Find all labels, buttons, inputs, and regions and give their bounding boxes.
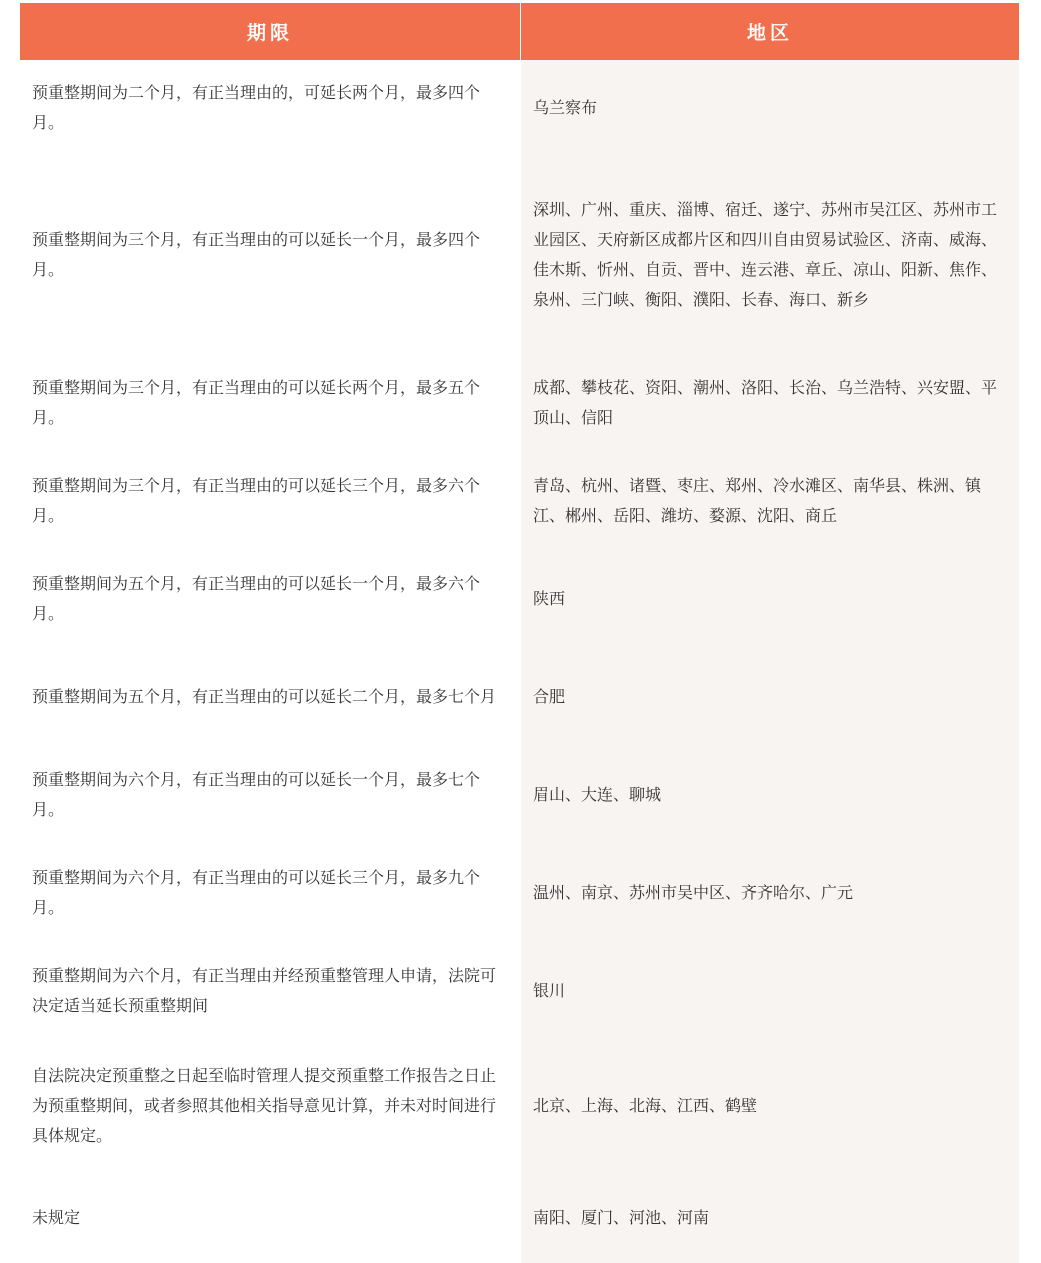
region-cell: 眉山、大连、聊城: [521, 746, 1019, 844]
table-row: [20, 648, 1019, 746]
table-header: [20, 3, 1019, 60]
region-cell: 南阳、厦门、河池、河南: [521, 1172, 1019, 1263]
table-row: [20, 156, 1019, 354]
term-cell: 预重整期间为三个月，有正当理由的可以延长两个月，最多五个月。: [20, 354, 521, 452]
header-term: 期限: [20, 3, 521, 60]
term-cell: 预重整期间为二个月，有正当理由的，可延长两个月，最多四个月。: [20, 60, 521, 156]
term-cell: 未规定: [20, 1172, 521, 1263]
table-row: [20, 354, 1019, 452]
table-row: [20, 550, 1019, 648]
region-cell: 银川: [521, 942, 1019, 1040]
term-cell: 预重整期间为五个月，有正当理由的可以延长一个月，最多六个月。: [20, 550, 521, 648]
region-cell: 温州、南京、苏州市吴中区、齐齐哈尔、广元: [521, 844, 1019, 942]
table-row: [20, 1172, 1019, 1263]
header-region: 地区: [746, 22, 793, 44]
term-cell: 预重整期间为三个月，有正当理由的可以延长三个月，最多六个月。: [20, 452, 521, 550]
table-row: [20, 844, 1019, 942]
term-cell: 预重整期间为六个月，有正当理由的可以延长三个月，最多九个月。: [20, 844, 521, 942]
table-row: [20, 942, 1019, 1040]
region-cell: 深圳、广州、重庆、淄博、宿迁、遂宁、苏州市吴江区、苏州市工业园区、天府新区成都片区和四川自由贸易试验区、济南、威海、佳木斯、忻州、自贡、晋中、连云港、章丘、凉山、阳新、焦作、泉州、三门峡、衡阳、濮阳、长春、海口、新乡: [521, 156, 1019, 354]
term-cell: 预重整期间为六个月，有正当理由的可以延长一个月，最多七个月。: [20, 746, 521, 844]
table-row: [20, 452, 1019, 550]
table-row: [20, 60, 1019, 156]
table-row: [20, 746, 1019, 844]
region-cell: 成都、攀枝花、资阳、潮州、洛阳、长治、乌兰浩特、兴安盟、平顶山、信阳: [521, 354, 1019, 452]
term-cell: 预重整期间为三个月，有正当理由的可以延长一个月，最多四个月。: [20, 156, 521, 354]
term-cell: 自法院决定预重整之日起至临时管理人提交预重整工作报告之日止为预重整期间，或者参照其他相关指导意见计算，并未对时间进行具体规定。: [20, 1040, 521, 1172]
region-cell: 陕西: [521, 550, 1019, 648]
region-cell: 合肥: [521, 648, 1019, 746]
term-cell: 预重整期间为五个月，有正当理由的可以延长二个月，最多七个月: [20, 648, 521, 746]
region-cell: 北京、上海、北海、江西、鹤壁: [521, 1040, 1019, 1172]
regulation-table: [20, 3, 1019, 1263]
table-row: [20, 1040, 1019, 1172]
region-cell: 青岛、杭州、诸暨、枣庄、郑州、冷水滩区、南华县、株洲、镇江、郴州、岳阳、潍坊、婺源、沈阳、商丘: [521, 452, 1019, 550]
term-cell: 预重整期间为六个月，有正当理由并经预重整管理人申请，法院可决定适当延长预重整期间: [20, 942, 521, 1040]
region-cell: 乌兰察布: [521, 60, 1019, 156]
